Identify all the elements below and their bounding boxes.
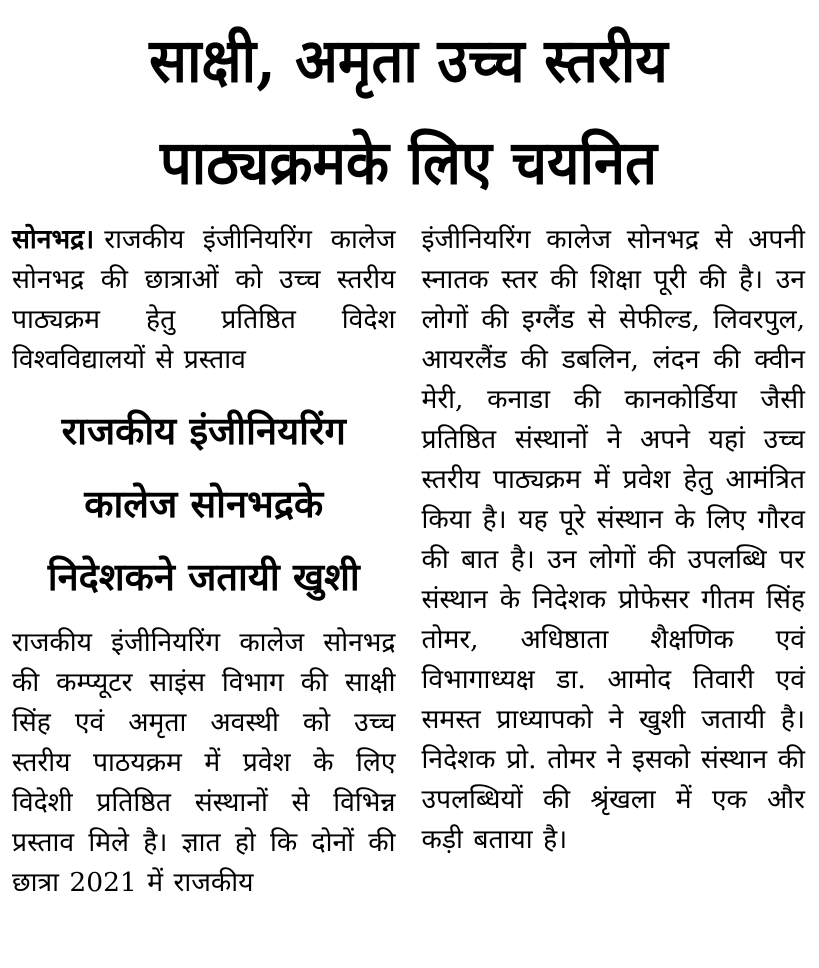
crosshead-line-2: कालेज सोनभद्रके bbox=[84, 481, 324, 526]
dateline: सोनभद्र। bbox=[12, 224, 95, 255]
right-column bbox=[422, 220, 806, 860]
headline bbox=[12, 10, 805, 214]
headline-line-2: पाठ्यक्रमके लिए चयनित bbox=[159, 127, 658, 199]
intro-paragraph bbox=[12, 220, 396, 380]
intro-text: राजकीय इंजीनियरिंग कालेज सोनभद्र की छात्राओं को उच्च स्तरीय पाठ्यक्रम हेतु प्रतिष्ठित विदेश विश्वविद्यालयों से प्रस्ताव bbox=[12, 224, 396, 375]
right-body-paragraph: इंजीनियरिंग कालेज सोनभद्र से अपनी स्नातक स्तर की शिक्षा पूरी की है। उन लोगों की इग्लैंड से सेफील्ड, लिवरपुल, आयरलैंड की डबलिन, लंदन की क्वीन मेरी, कनाडा की कानकोर्डिया जैसी प्रतिष्ठित संस्थानों ने अपने यहां उच्च स्तरीय पाठ्यक्रम में प्रवेश हेतु आमंत्रित किया है। यह पूरे संस्थान के लिए गौरव की बात है। उन लोगों की उपलब्धि पर संस्थान के निदेशक प्रोफेसर गीतम सिंह तोमर, अधिष्ठाता शैक्षणिक एवं विभागाध्यक्ष डा. आमोद तिवारी एवं समस्त प्राध्यापको ने खुशी जतायी है। निदेशक प्रो. तोमर ने इसको संस्थान की उपलब्धियों की श्रृंखला में एक और कड़ी बताया है। bbox=[421, 224, 805, 855]
left-column bbox=[12, 220, 396, 903]
crosshead bbox=[12, 394, 396, 613]
crosshead-line-3: निदेशकने जतायी खुशी bbox=[47, 554, 360, 599]
crosshead-line-1: राजकीय इंजीनियरिंग bbox=[61, 408, 346, 453]
left-body-paragraph: राजकीय इंजीनियरिंग कालेज सोनभद्र की कम्प्यूटर साइंस विभाग की साक्षी सिंह एवं अमृता अवस्थी को उच्च स्तरीय पाठयक्रम में प्रवेश के लिए विदेशी प्रतिष्ठित संस्थानों से विभिन्न प्रस्ताव मिले है। ज्ञात हो कि दोनों की छात्रा 2021 में राजकीय bbox=[12, 627, 396, 898]
headline-line-1: साक्षी, अमृता उच्च स्तरीय bbox=[149, 25, 668, 97]
article-body bbox=[12, 220, 805, 903]
